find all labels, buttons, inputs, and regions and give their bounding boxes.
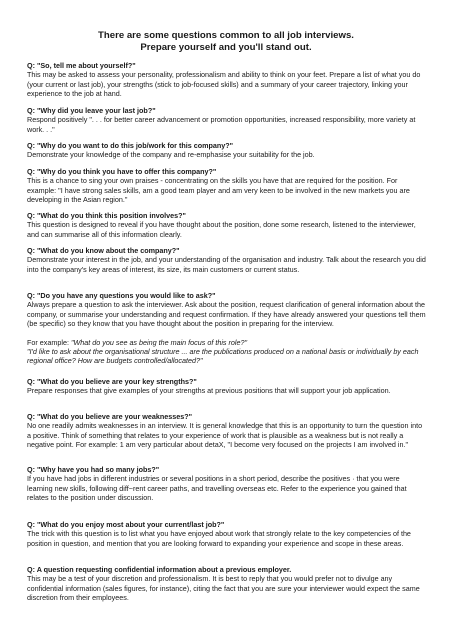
answer: Respond positively ". . . for better career advancement or promotion opportunities, increased responsibility, more variety at work. . ." (27, 115, 416, 134)
page-title (20, 30, 432, 54)
answer: Demonstrate your knowledge of the company and re-emphasise your suitability for the job. (27, 150, 315, 160)
qa-block (27, 291, 427, 366)
answer: This is a chance to sing your own praises - concentrating on the skills you have that are required for the position. For example: "I have strong sales skills, am a good team player and am very keen to be involved in the new markets you are developing in the Asian region." (27, 176, 410, 205)
qa-block (27, 465, 427, 503)
qa-block (27, 141, 427, 160)
qa-block (27, 565, 427, 603)
title-line-2: Prepare yourself and you'll stand out. (140, 42, 312, 53)
title-line-1: There are some questions common to all job interviews. (98, 30, 354, 41)
answer: This question is designed to reveal if you have thought about the position, done some research, listened to the interviewer, and can summarise all of this information clearly. (27, 220, 416, 239)
qa-block (27, 106, 427, 134)
answer: Demonstrate your interest in the job, and your understanding of the organisation and industry. Talk about the research you did into the company's key areas of interest, its size, its main customers or current status. (27, 255, 426, 274)
question: Q: A question requesting confidential information about a previous employer. (27, 565, 292, 574)
example (27, 338, 427, 347)
example-answer: "I'd like to ask about the organisational structure ... are the publications produced on a national basis or individually by each regional office? How are budgets controlled/allocated?" (27, 347, 419, 366)
qa-block (27, 520, 427, 548)
question: Q: "Why did you leave your last job?" (27, 106, 156, 115)
answer: Always prepare a question to ask the interviewer. Ask about the position, request clarification of general information about the company, or summarise your understanding and request confirmation. If they have already answered your questions tell them (be specific) so they know that you have thought about the position in preparing for the interview. (27, 300, 426, 329)
example-label: For example: (27, 337, 71, 347)
question: Q: "Why do you want to do this job/work for this company?" (27, 141, 234, 150)
qa-block (27, 246, 427, 274)
question: Q: "What do you enjoy most about your current/last job?" (27, 520, 225, 529)
question: Q: "What do you believe are your weaknesses?" (27, 412, 192, 421)
question: Q: "So, tell me about yourself?" (27, 61, 136, 70)
question: Q: "Do you have any questions you would like to ask?" (27, 291, 216, 300)
question: Q: "What do you know about the company?" (27, 246, 180, 255)
qa-block (27, 211, 427, 239)
answer: Prepare responses that give examples of your strengths at previous positions that will support your job application. (27, 386, 391, 396)
qa-block (27, 377, 427, 396)
question: Q: "Why have you had so many jobs?" (27, 465, 160, 474)
qa-block (27, 61, 427, 99)
answer: This may be asked to assess your personality, professionalism and ability to think on your feet. Prepare a list of what you do (your current or last job), your strengths (stick to job-focused skills) and a summary of your career trajectory, linking your experience to the job at hand. (27, 70, 421, 99)
answer: If you have had jobs in different industries or several positions in a short period, describe the positives · that you were learning new skills, following diff~rent career paths, and travelling overseas etc. Refer to the experience you gained that relates to the position under discussion. (27, 474, 407, 503)
answer: No one readily admits weaknesses in an interview. It is general knowledge that this is an opportunity to turn the question into a positive. Think of something that relates to your experience of work that is plausible as a weakness but is not really a negative point. For example: 1 am very particular about detaX, "I become very focused on the projects I am involved in." (27, 421, 423, 450)
question: Q: "Why do you think you have to offer this company?" (27, 167, 217, 176)
qa-block (27, 412, 427, 450)
answer: The trick with this question is to list what you have enjoyed about work that strongly relate to the key competencies of the position in question, and mention that you are looking forward to expanding your experience and scope in these areas. (27, 529, 411, 548)
qa-block (27, 167, 427, 205)
answer: This may be a test of your discretion and professionalism. It is best to reply that you would prefer not to divulge any confidential information (sales figures, for instance), citing the fact that you are sure your interviewer would expect the same discretion from their employees. (27, 574, 420, 603)
example-question: "What do you see as being the main focus of this role?" (70, 337, 248, 347)
question: Q: "What do you think this position involves?" (27, 211, 186, 220)
question: Q: "What do you believe are your key strengths?" (27, 377, 197, 386)
